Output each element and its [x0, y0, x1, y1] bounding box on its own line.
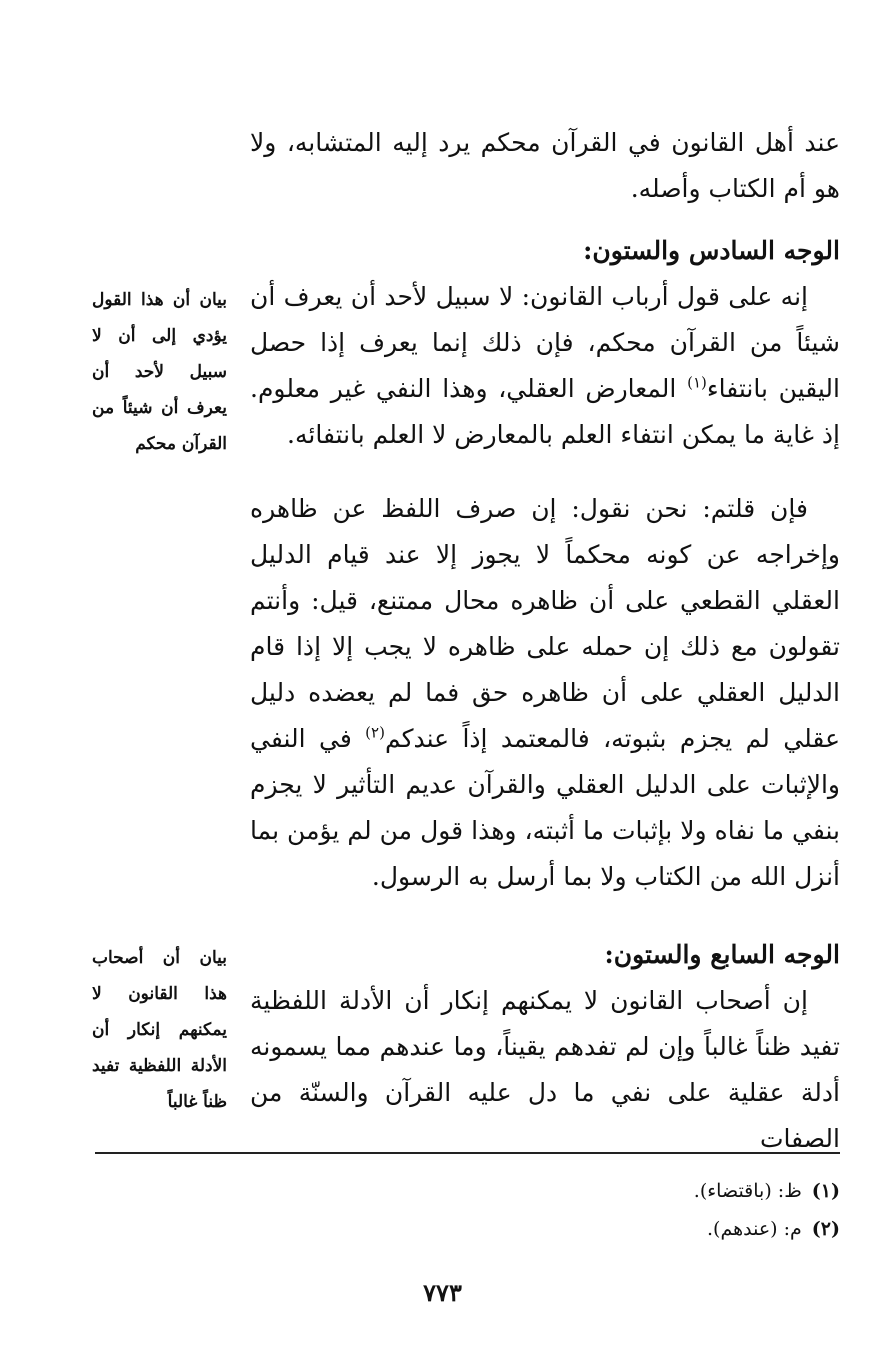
footnote-1: (١)ظ: (باقتضاء).: [693, 1180, 840, 1202]
section-67-heading: الوجه السابع والستون:: [604, 940, 840, 969]
section-66-continued: [250, 486, 840, 900]
section-66-paragraph-2: فإن قلتم: نحن نقول: إن صرف اللفظ عن ظاهره وإخراجه عن كونه محكماً لا يجوز إلا عند قيام الدليل العقلي القطعي على أن ظاهره محال ممتنع، قيل: وأنتم تقولون مع ذلك إن حمله على ظاهره لا يجب إلا إذا قام الدليل العقلي على أن ظاهره حق فما لم يعضده دليل عقلي لم يجزم بثبوته، فالمعتمد إذاً عندكم$^{(٢)}$ في النفي والإثبات على الدليل العقلي والقرآن عديم التأثير لا يجزم بنفي ما نفاه ولا بإثبات ما أثبته، وهذا قول من لم يؤمن بما أنزل الله من الكتاب ولا بما أرسل به الرسول.: [250, 494, 840, 891]
footnote-divider: [95, 1152, 840, 1154]
main-text-top: [250, 120, 840, 212]
margin-note-67: بيان أن أصحاب هذا القانون لا يمكنهم إنكار أن الأدلة اللفظية تفيد ظناً غالباً: [92, 948, 227, 1112]
section-67: [250, 932, 840, 1162]
footnotes: [240, 1172, 840, 1248]
section-67-paragraph-1: إن أصحاب القانون لا يمكنهم إنكار أن الأدلة اللفظية تفيد ظناً غالباً وإن لم تفدهم يقيناً، وما عندهم مما يسمونه أدلة عقلية على نفي ما دل عليه القرآن والسنّة من الصفات: [250, 986, 840, 1153]
footnote-2: (٢)م: (عندهم).: [707, 1218, 840, 1240]
page-number: ٧٧٣: [423, 1278, 462, 1307]
section-66-heading: الوجه السادس والستون:: [583, 236, 840, 265]
section-66-paragraph-1: إنه على قول أرباب القانون: لا سبيل لأحد أن يعرف أن شيئاً من القرآن محكم، فإن ذلك إنما يعرف إذا حصل اليقين بانتفاء$^{(١)}$ المعارض العقلي، وهذا النفي غير معلوم. إذ غاية ما يمكن انتفاء العلم بالمعارض لا العلم بانتفائه.: [250, 282, 840, 449]
opening-line: عند أهل القانون في القرآن محكم يرد إليه المتشابه، ولا هو أم الكتاب وأصله.: [250, 128, 840, 203]
section-66: [250, 228, 840, 458]
footnote-ref-1[interactable]: (١): [687, 373, 707, 392]
margin-note-66: بيان أن هذا القول يؤدي إلى أن لا سبيل لأحد أن يعرف أن شيئاً من القرآن محكم: [92, 290, 227, 454]
footnote-ref-2[interactable]: (٢): [365, 723, 385, 742]
